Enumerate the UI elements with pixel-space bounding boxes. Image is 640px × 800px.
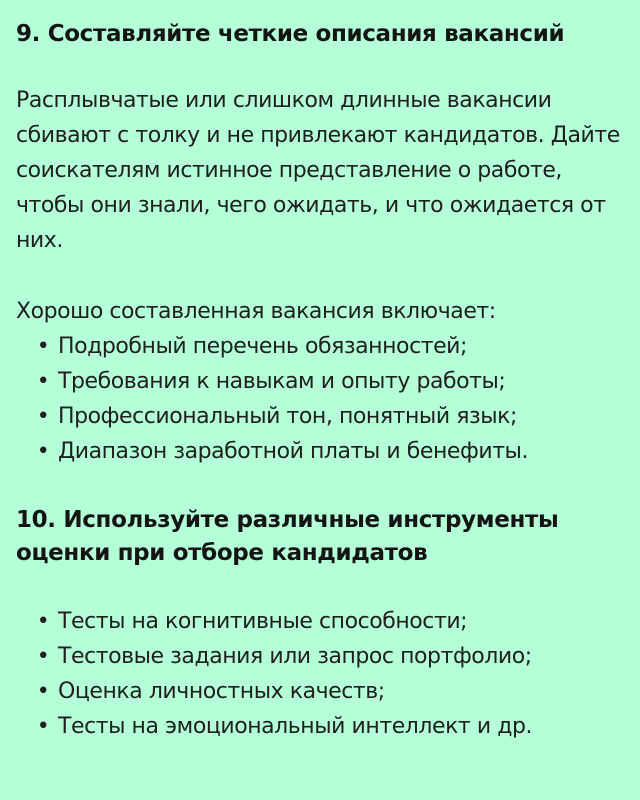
list-item: • Подробный перечень обязанностей; [16, 329, 624, 364]
list-item: • Тесты на эмоциональный интеллект и др. [16, 709, 624, 744]
bullet-icon: • [36, 714, 50, 739]
bullet-icon: • [36, 369, 50, 394]
bullet-icon: • [36, 609, 50, 634]
list-item: • Тесты на когнитивные способности; [16, 604, 624, 639]
bullet-icon: • [36, 334, 50, 359]
list-item: • Профессиональный тон, понятный язык; [16, 399, 624, 434]
section-9-list [16, 329, 624, 469]
list-item: • Диапазон заработной платы и бенефиты. [16, 434, 624, 469]
list-item: • Оценка личностных качеств; [16, 674, 624, 709]
bullet-icon: • [36, 644, 50, 669]
section-9-list-intro: Хорошо составленная вакансия включает: [16, 299, 496, 324]
list-item: • Требования к навыкам и опыту работы; [16, 364, 624, 399]
section-10-heading: 10. Используйте различные инструменты оценки при отборе кандидатов [16, 507, 559, 566]
bullet-icon: • [36, 439, 50, 464]
bullet-icon: • [36, 679, 50, 704]
list-item: • Тестовые задания или запрос портфолио; [16, 639, 624, 674]
section-9-intro-paragraph: Расплывчатые или слишком длинные вакансии сбивают с толку и не привлекают кандидатов. Дайте соискателям истинное представление о работе, чтобы они знали, чего ожидать, и что ожидается от них. [16, 88, 620, 253]
section-9-heading: 9. Составляйте четкие описания вакансий [16, 21, 565, 47]
bullet-icon: • [36, 404, 50, 429]
section-10-list [16, 604, 624, 744]
